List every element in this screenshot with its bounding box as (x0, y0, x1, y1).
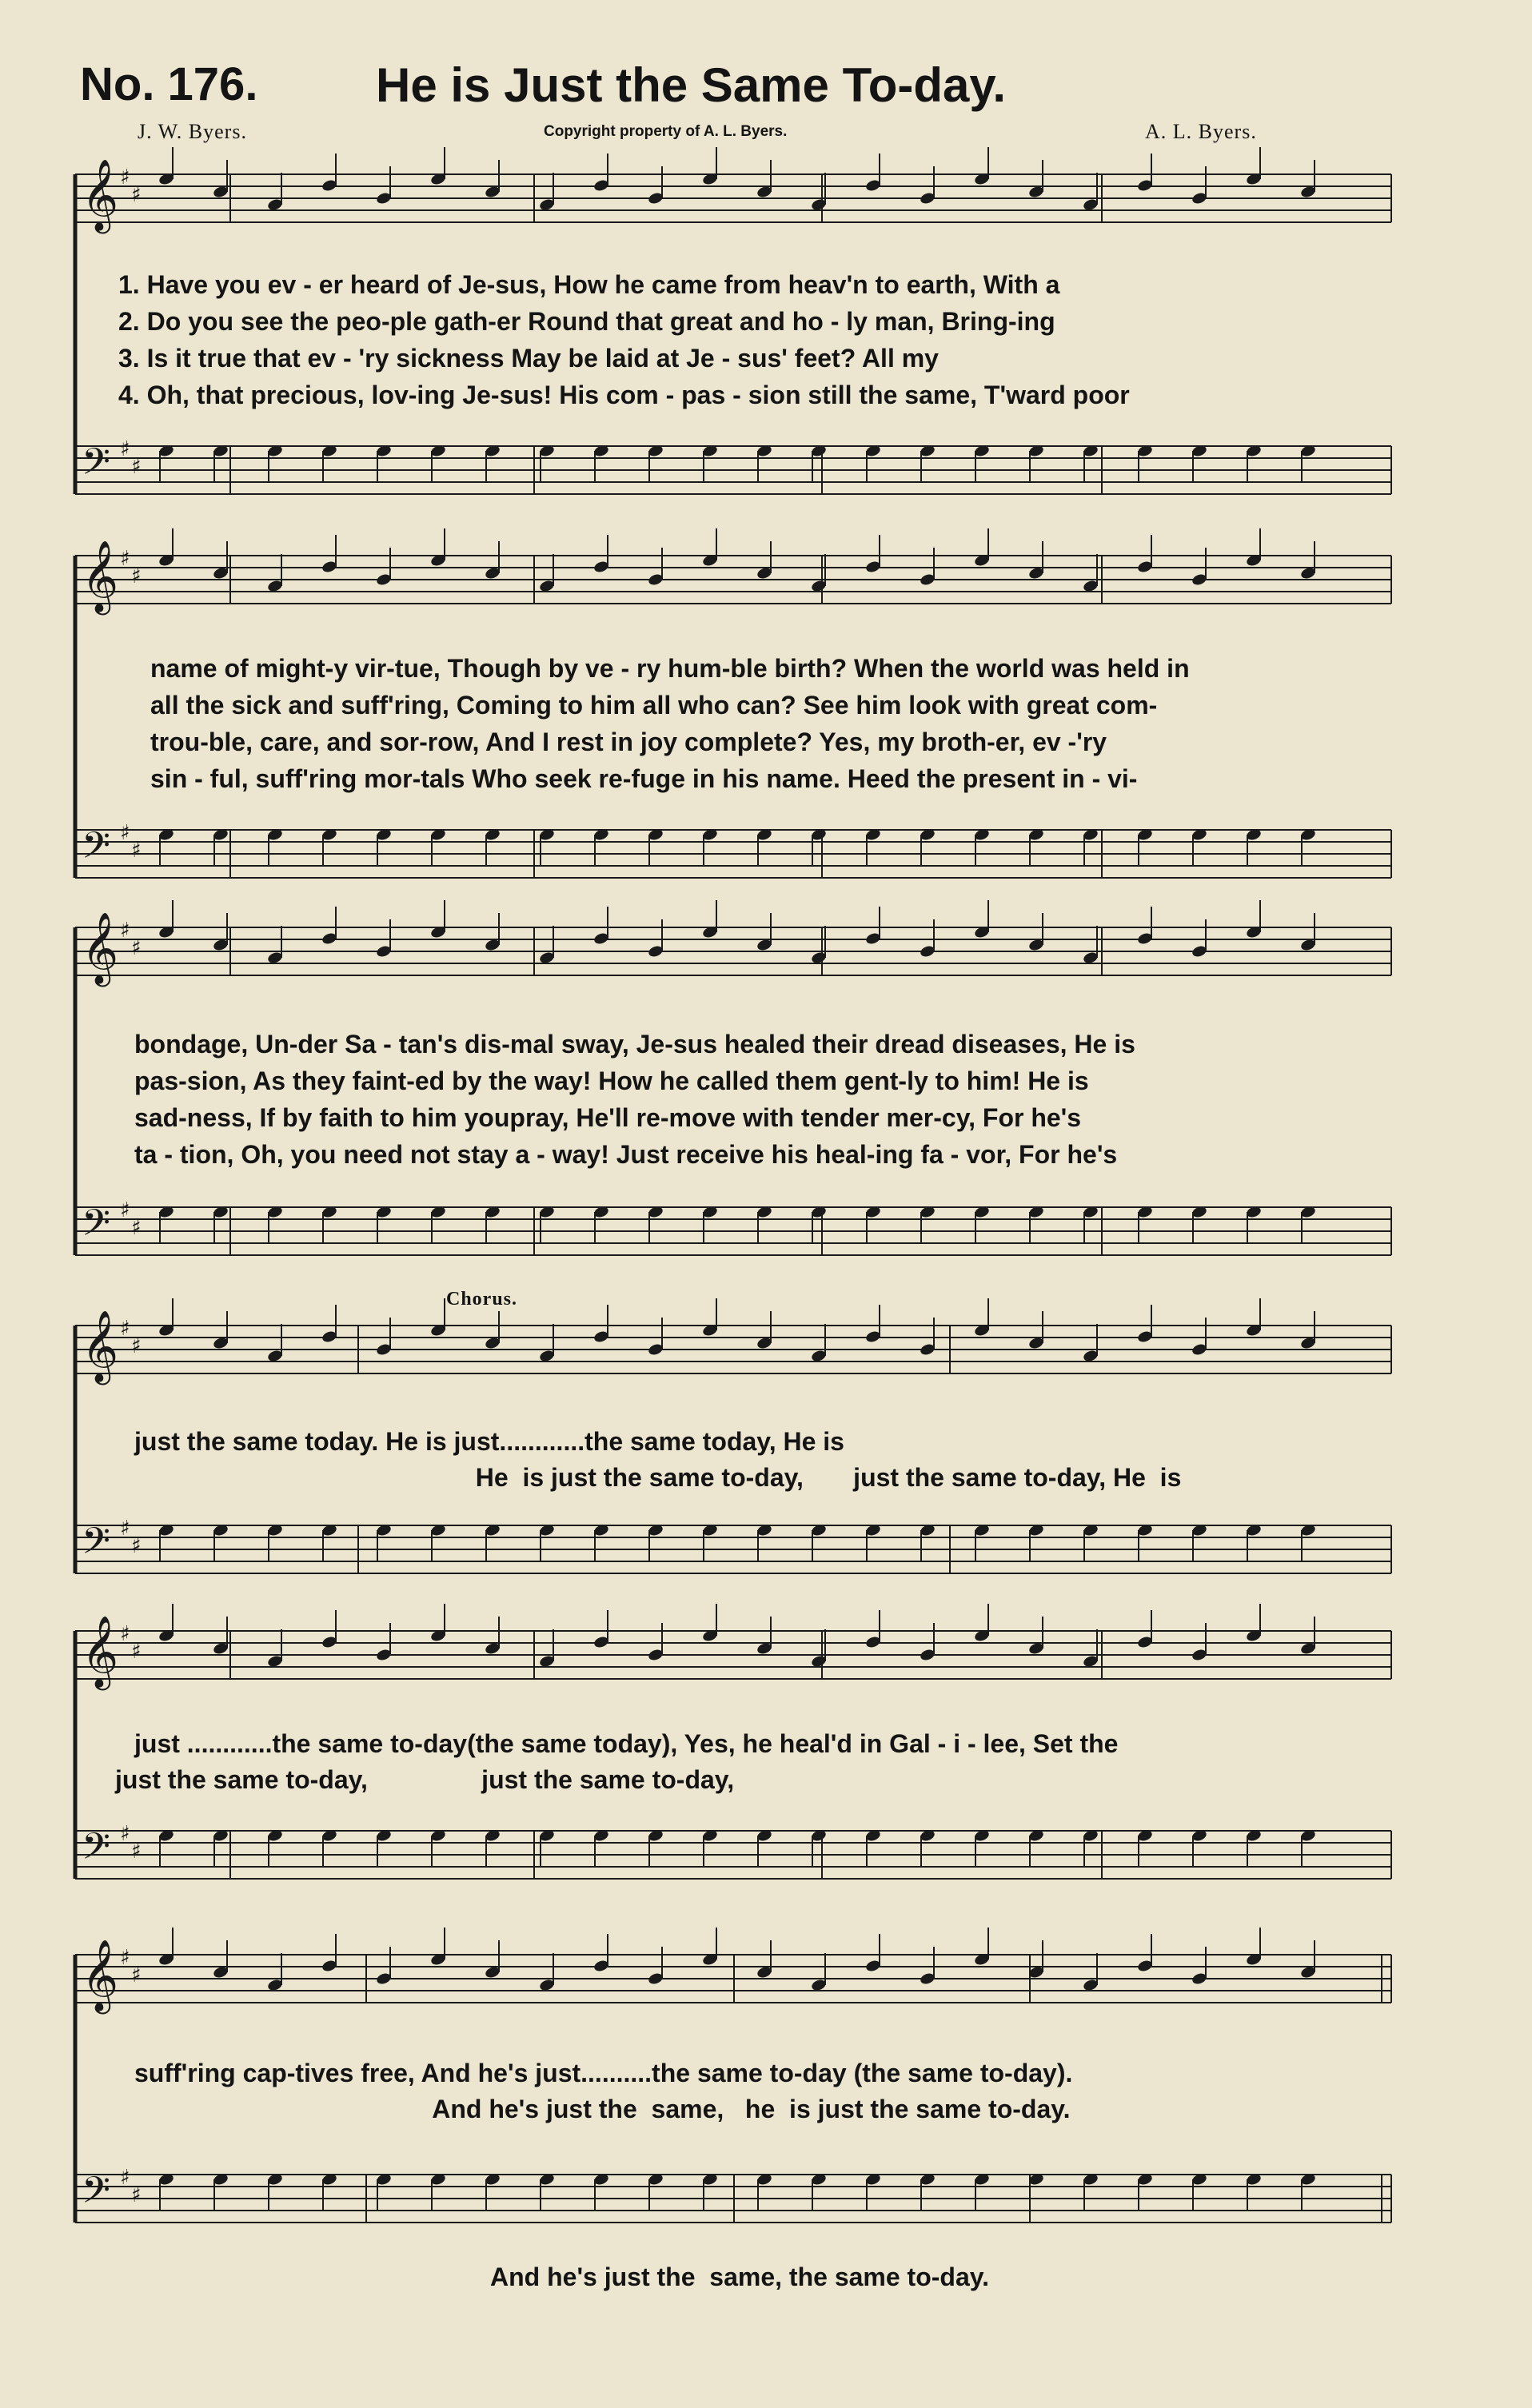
lyric-line-chorus-4: just the same to-day, just the same to-day, (115, 1765, 735, 1794)
lyric-line-verse-4: ta - tion, Oh, you need not stay a - way! Just receive his heal-ing fa - vor, For he's (134, 1140, 1118, 1169)
sharp-icon: ♯ (131, 1334, 142, 1358)
sharp-icon: ♯ (131, 564, 142, 588)
lyric-line-verse-2: pas-sion, As they faint-ed by the way! How he called them gent-ly to him! He is (134, 1066, 1089, 1095)
lyric-line-verse-3: sad-ness, If by faith to him youpray, He'll re-move with tender mer-cy, For he's (134, 1103, 1082, 1132)
bass-clef-icon: 𝄢 (82, 824, 111, 876)
sharp-icon: ♯ (120, 1198, 130, 1222)
sharp-icon: ♯ (120, 1822, 130, 1846)
lyric-line-verse-1: 1. Have you ev - er heard of Je-sus, How he came from heav'n to earth, With a (118, 270, 1060, 299)
bass-clef-icon: 𝄢 (82, 441, 111, 492)
bass-clef-icon: 𝄢 (82, 2169, 111, 2221)
copyright-notice: Copyright property of A. L. Byers. (544, 123, 788, 140)
sharp-icon: ♯ (120, 1622, 130, 1646)
lyric-line-verse-3: trou-ble, care, and sor-row, And I rest in joy complete? Yes, my broth-er, ev -'ry (150, 728, 1107, 756)
treble-clef-icon: 𝄞 (82, 912, 119, 984)
bass-lyric-line: And he's just the same, the same to-day. (490, 2262, 990, 2291)
sharp-icon: ♯ (131, 455, 142, 479)
words-credit: J. W. Byers. (138, 120, 247, 143)
sharp-icon: ♯ (120, 165, 130, 189)
treble-clef-icon: 𝄞 (82, 1310, 119, 1382)
sharp-icon: ♯ (120, 1317, 130, 1341)
treble-clef-icon: 𝄞 (82, 1616, 119, 1688)
bass-clef-icon: 𝄢 (82, 1520, 111, 1572)
lyric-line-chorus-2: He is just the same to-day, just the same to-day, He is (134, 1463, 1182, 1492)
sharp-icon: ♯ (131, 936, 142, 960)
lyric-line-chorus-5: suff'ring cap-tives free, And he's just..........the same to-day (the same to-day). (134, 2059, 1073, 2087)
sharp-icon: ♯ (120, 1517, 130, 1541)
lyric-line-verse-1: name of might-y vir-tue, Though by ve - ry hum-ble birth? When the world was held in (150, 654, 1190, 683)
lyric-line-chorus-6: And he's just the same, he is just the same to-day. (134, 2095, 1071, 2123)
lyric-line-chorus-1: just the same today. He is just............the same today, He is (134, 1427, 844, 1456)
sharp-icon: ♯ (120, 547, 130, 571)
sharp-icon: ♯ (131, 2183, 142, 2207)
staff-lines (70, 0, 1391, 2398)
sharp-icon: ♯ (131, 1534, 142, 1558)
lyric-line-verse-2: all the sick and suff'ring, Coming to him all who can? See him look with great com- (150, 691, 1158, 720)
music-system-6 (70, 0, 1391, 2398)
sharp-icon: ♯ (131, 839, 142, 863)
sharp-icon: ♯ (131, 1216, 142, 1240)
lyric-line-verse-4: sin - ful, suff'ring mor-tals Who seek re-fuge in his name. Heed the present in - vi- (150, 764, 1138, 793)
sharp-icon: ♯ (120, 437, 130, 461)
chorus-label: Chorus. (446, 1289, 518, 1310)
sharp-icon: ♯ (120, 919, 130, 943)
bass-clef-icon: 𝄢 (82, 1202, 111, 1254)
lyric-line-verse-1: bondage, Un-der Sa - tan's dis-mal sway, Je-sus healed their dread diseases, He is (134, 1030, 1135, 1058)
music-credit: A. L. Byers. (1145, 120, 1257, 143)
lyric-line-chorus-3: just ............the same to-day(the same today), Yes, he heal'd in Gal - i - lee, Set the (134, 1729, 1119, 1758)
treble-clef-icon: 𝄞 (82, 159, 119, 231)
treble-clef-icon: 𝄞 (82, 1940, 119, 2011)
hymn-number: No. 176. (80, 58, 258, 110)
lyric-line-verse-3: 3. Is it true that ev - 'ry sickness May be laid at Je - sus' feet? All my (118, 344, 939, 373)
sharp-icon: ♯ (131, 1840, 142, 1864)
sharp-icon: ♯ (131, 183, 142, 207)
sharp-icon: ♯ (131, 1640, 142, 1664)
sharp-icon: ♯ (120, 821, 130, 845)
sharp-icon: ♯ (120, 1946, 130, 1970)
hymn-title: He is Just the Same To-day. (376, 58, 1006, 112)
lyric-line-verse-2: 2. Do you see the peo-ple gath-er Round that great and ho - ly man, Bring-ing (118, 307, 1055, 336)
sharp-icon: ♯ (120, 2166, 130, 2190)
treble-clef-icon: 𝄞 (82, 540, 119, 612)
sharp-icon: ♯ (131, 1963, 142, 1987)
lyric-line-verse-4: 4. Oh, that precious, lov-ing Je-sus! His com - pas - sion still the same, T'ward poor (118, 381, 1130, 409)
bass-clef-icon: 𝄢 (82, 1825, 111, 1877)
